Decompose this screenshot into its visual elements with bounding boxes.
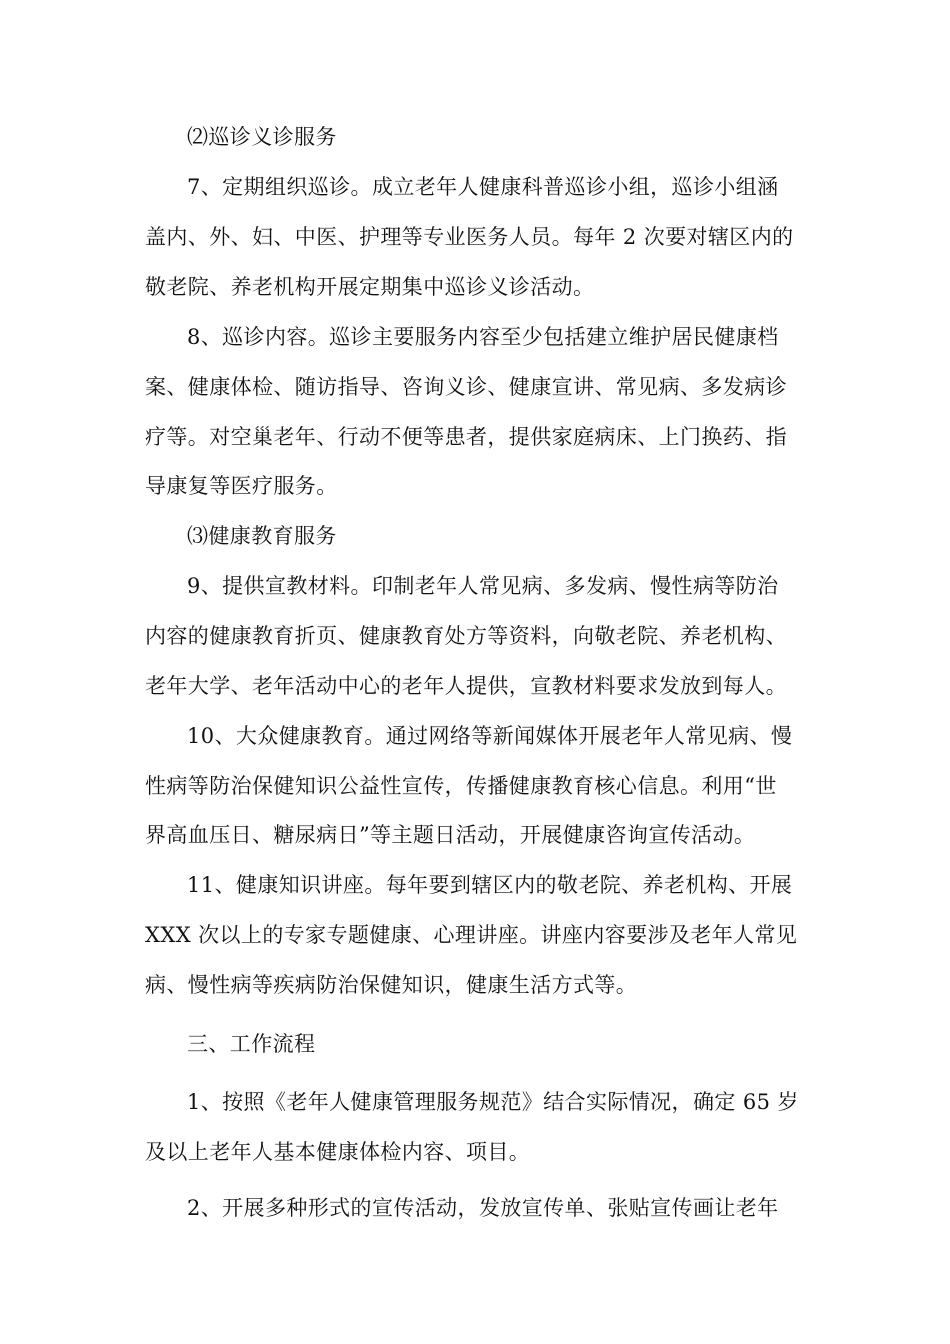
paragraph-line: 病、慢性病等疾病防治保健知识，健康生活方式等。 bbox=[145, 973, 638, 997]
paragraph-line: 7、定期组织巡诊。成立老年人健康科普巡诊小组，巡诊小组涵 bbox=[187, 175, 779, 199]
paragraph-line: 疗等。对空巢老年、行动不便等患者，提供家庭病床、上门换药、指 bbox=[145, 425, 787, 449]
paragraph-line: 案、健康体检、随访指导、咨询义诊、健康宣讲、常见病、多发病诊 bbox=[145, 375, 787, 399]
section-heading-health-education: ⑶健康教育服务 bbox=[187, 524, 337, 548]
paragraph-line: 导康复等医疗服务。 bbox=[145, 474, 338, 498]
paragraph-line: 敬老院、养老机构开展定期集中巡诊义诊活动。 bbox=[145, 275, 595, 299]
section-heading-inspection-service: ⑵巡诊义诊服务 bbox=[187, 125, 337, 149]
paragraph-line: 2、开展多种形式的宣传活动，发放宣传单、张贴宣传画让老年 bbox=[187, 1196, 779, 1220]
paragraph-line: 1、按照《老年人健康管理服务规范》结合实际情况，确定 65 岁 bbox=[187, 1090, 799, 1114]
paragraph-line: 及以上老年人基本健康体检内容、项目。 bbox=[145, 1140, 531, 1164]
paragraph-line: 盖内、外、妇、中医、护理等专业医务人员。每年 2 次要对辖区内的 bbox=[145, 225, 794, 249]
paragraph-line: 界高血压日、糖尿病日”等主题日活动，开展健康咨询宣传活动。 bbox=[145, 823, 756, 847]
paragraph-line: 8、巡诊内容。巡诊主要服务内容至少包括建立维护居民健康档 bbox=[187, 325, 779, 349]
paragraph-line: 11、健康知识讲座。每年要到辖区内的敬老院、养老机构、开展 bbox=[187, 873, 793, 897]
section-heading-workflow: 三、工作流程 bbox=[187, 1032, 316, 1056]
paragraph-line: 老年大学、老年活动中心的老年人提供，宣教材料要求发放到每人。 bbox=[145, 674, 787, 698]
paragraph-line: 性病等防治保健知识公益性宣传，传播健康教育核心信息。利用“世 bbox=[145, 774, 777, 798]
paragraph-line: XXX 次以上的专家专题健康、心理讲座。讲座内容要涉及老年人常见 bbox=[145, 923, 798, 947]
paragraph-line: 10、大众健康教育。通过网络等新闻媒体开展老年人常见病、慢 bbox=[187, 724, 793, 748]
paragraph-line: 内容的健康教育折页、健康教育处方等资料，向敬老院、养老机构、 bbox=[145, 624, 787, 648]
paragraph-line: 9、提供宣教材料。印制老年人常见病、多发病、慢性病等防治 bbox=[187, 574, 779, 598]
